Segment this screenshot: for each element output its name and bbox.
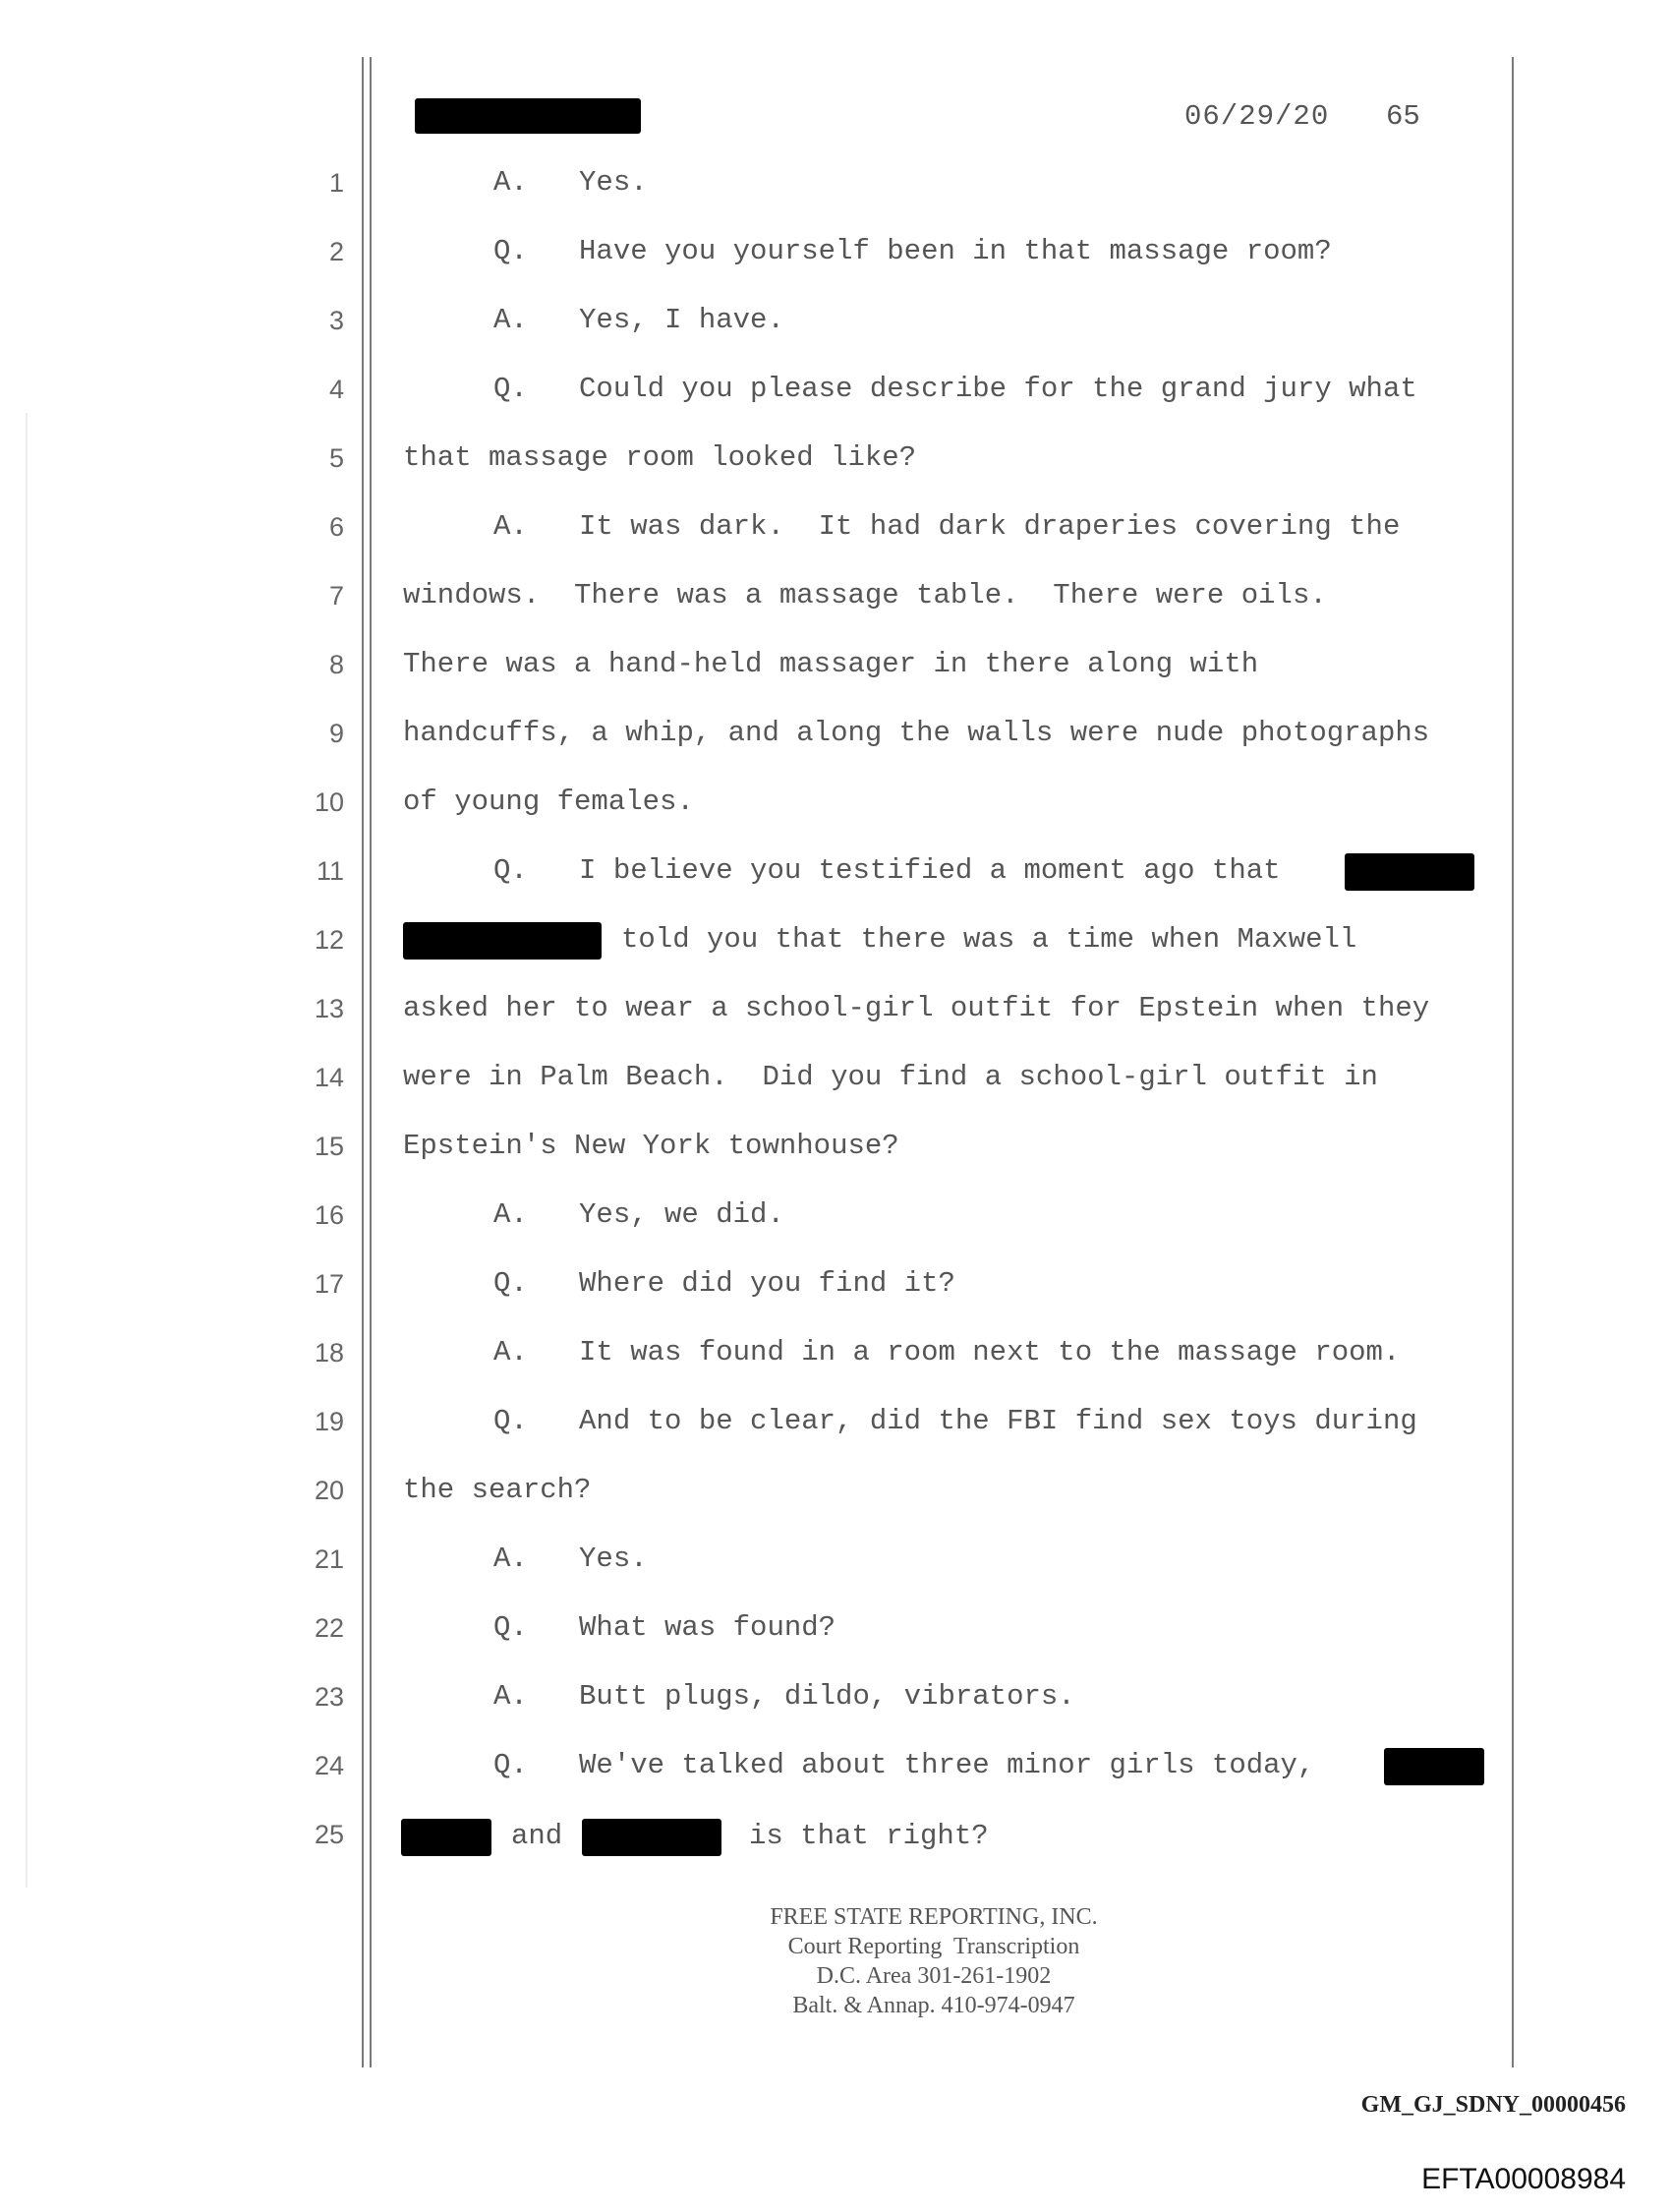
transcript-line: is that right? <box>749 1820 989 1852</box>
line-number: 25 <box>314 1820 344 1849</box>
transcript-line: A. Yes. <box>493 1543 648 1575</box>
transcript-line: were in Palm Beach. Did you find a school-girl outfit in <box>403 1061 1378 1093</box>
line-number: 5 <box>328 443 344 473</box>
transcript-line: Q. Could you please describe for the grand jury what <box>493 373 1417 405</box>
right-margin-rule <box>1512 57 1514 2067</box>
line-number: 22 <box>314 1613 344 1643</box>
redaction-block <box>582 1819 721 1856</box>
transcript-line: and <box>511 1820 563 1852</box>
transcript-line: Q. Have you yourself been in that massage room? <box>493 235 1332 267</box>
transcript-line: A. Butt plugs, dildo, vibrators. <box>493 1680 1075 1713</box>
redaction-block <box>1384 1748 1484 1785</box>
line-number: 4 <box>328 375 344 404</box>
footer-services: Court Reporting Transcription <box>787 1934 1080 1959</box>
line-number: 9 <box>328 719 344 748</box>
line-number: 7 <box>328 581 344 611</box>
reporter-footer <box>590 1902 1278 2020</box>
transcript-line: handcuffs, a whip, and along the walls were nude photographs <box>403 717 1430 749</box>
line-number: 24 <box>314 1751 344 1780</box>
header-redaction <box>415 98 641 134</box>
bates-number: GM_GJ_SDNY_00000456 <box>1360 2092 1626 2118</box>
transcript-line: A. Yes. <box>493 166 648 199</box>
header-page-number: 65 <box>1386 100 1420 133</box>
transcript-line: Q. We've talked about three minor girls today, <box>493 1749 1315 1781</box>
transcript-line: Q. What was found? <box>493 1611 836 1644</box>
transcript-line: windows. There was a massage table. There were oils. <box>403 579 1327 611</box>
line-number: 17 <box>314 1269 344 1299</box>
line-number: 2 <box>328 237 344 266</box>
line-number: 8 <box>328 650 344 679</box>
line-number: 23 <box>314 1682 344 1712</box>
line-number: 19 <box>314 1407 344 1436</box>
transcript-line: A. It was found in a room next to the massage room. <box>493 1336 1401 1368</box>
transcript-line: Epstein's New York townhouse? <box>403 1130 899 1162</box>
transcript-line: told you that there was a time when Maxwell <box>621 923 1357 956</box>
line-number: 3 <box>328 306 344 335</box>
footer-company: FREE STATE REPORTING, INC. <box>770 1904 1098 1930</box>
line-number: 21 <box>314 1544 344 1574</box>
transcript-line: A. Yes, we did. <box>493 1198 784 1231</box>
line-number: 12 <box>314 925 344 955</box>
line-number: 20 <box>314 1476 344 1505</box>
transcript-line: asked her to wear a school-girl outfit for Epstein when they <box>403 992 1430 1024</box>
redaction-block <box>401 1819 491 1856</box>
footer-phone-dc: D.C. Area 301-261-1902 <box>816 1963 1052 1989</box>
line-number: 1 <box>328 168 344 198</box>
redaction-block <box>1345 853 1474 891</box>
line-number: 11 <box>316 856 344 886</box>
scan-edge <box>26 413 28 1888</box>
left-margin-rule <box>362 57 364 2067</box>
header-date: 06/29/20 <box>1184 100 1330 133</box>
transcript-line: Q. And to be clear, did the FBI find sex toys during <box>493 1405 1417 1437</box>
line-number: 15 <box>314 1132 344 1161</box>
transcript-line: There was a hand-held massager in there along with <box>403 648 1259 680</box>
transcript-line: Q. Where did you find it? <box>493 1267 955 1300</box>
line-number: 6 <box>328 512 344 542</box>
line-number: 16 <box>314 1200 344 1230</box>
transcript-line: the search? <box>403 1474 592 1506</box>
left-margin-rule-inner <box>370 57 372 2067</box>
transcript-line: Q. I believe you testified a moment ago that <box>493 854 1281 887</box>
line-number: 13 <box>314 994 344 1023</box>
transcript-line: A. Yes, I have. <box>493 304 784 336</box>
line-number: 10 <box>314 787 344 817</box>
line-number: 18 <box>314 1338 344 1368</box>
redaction-block <box>403 922 602 960</box>
line-number: 14 <box>314 1063 344 1092</box>
transcript-line: A. It was dark. It had dark draperies covering the <box>493 510 1401 543</box>
footer-phone-balt: Balt. & Annap. 410-974-0947 <box>792 1993 1075 2018</box>
efta-number: EFTA00008984 <box>1421 2163 1626 2195</box>
transcript-line: of young females. <box>403 786 694 818</box>
transcript-line: that massage room looked like? <box>403 441 917 474</box>
